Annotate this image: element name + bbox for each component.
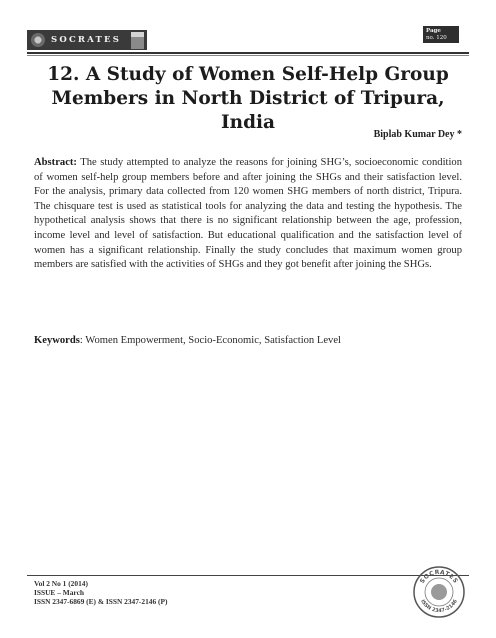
footer-rule bbox=[27, 575, 469, 576]
seal-bottom-text: ISSN 2347-2146 bbox=[419, 598, 459, 615]
abstract bbox=[34, 156, 462, 273]
author-name: Biplab Kumar Dey * bbox=[373, 129, 462, 140]
journal-seal-icon bbox=[412, 565, 466, 619]
header-rule bbox=[27, 52, 469, 54]
page-number-box bbox=[423, 26, 459, 43]
article-title bbox=[27, 63, 469, 135]
footer-issue: ISSUE – March bbox=[34, 588, 84, 597]
journal-banner bbox=[27, 30, 147, 50]
socrates-portrait-icon bbox=[131, 32, 144, 49]
journal-brand: SOCRATES bbox=[51, 35, 122, 45]
header-rule-thin bbox=[27, 55, 469, 56]
keywords bbox=[34, 334, 462, 348]
footer-issn: ISSN 2347-6869 (E) & ISSN 2347-2146 (P) bbox=[34, 597, 168, 606]
seal-top-text: SOCRATES bbox=[418, 568, 460, 585]
abstract-label: Abstract: bbox=[34, 157, 77, 168]
page-number: no. 120 bbox=[426, 34, 447, 41]
journal-logo-icon bbox=[31, 33, 45, 47]
footer-volume: Vol 2 No 1 (2014) bbox=[34, 579, 88, 588]
title-line-1: 12. A Study of Women Self-Help Group bbox=[47, 64, 449, 85]
footer bbox=[34, 579, 167, 606]
keywords-label: Keywords bbox=[34, 335, 80, 346]
abstract-text: The study attempted to analyze the reasons for joining SHG’s, socioeconomic condition of women self-help group members before and after joining the SHGs and their satisfaction level. For the analysis, primary data collected from 120 women SHG members of north district, Tripura. The chisquare test is used as statistical tools for analyzing the data and testing the hypothesis. The hypothetical analysis shows that there is no significant relationship between the age, profession, income level and level of satisfaction. But educational qualification and the satisfaction level of women has a significant relationship. Finally the study concludes that maximum women group members are satisfied with the activities of SHGs and they got benefit after joining the SHGs. bbox=[34, 157, 462, 271]
keywords-text: : Women Empowerment, Socio-Economic, Satisfaction Level bbox=[79, 335, 341, 346]
page-label: Page bbox=[426, 28, 441, 34]
title-line-2: Members in North District of Tripura, India bbox=[51, 88, 445, 133]
